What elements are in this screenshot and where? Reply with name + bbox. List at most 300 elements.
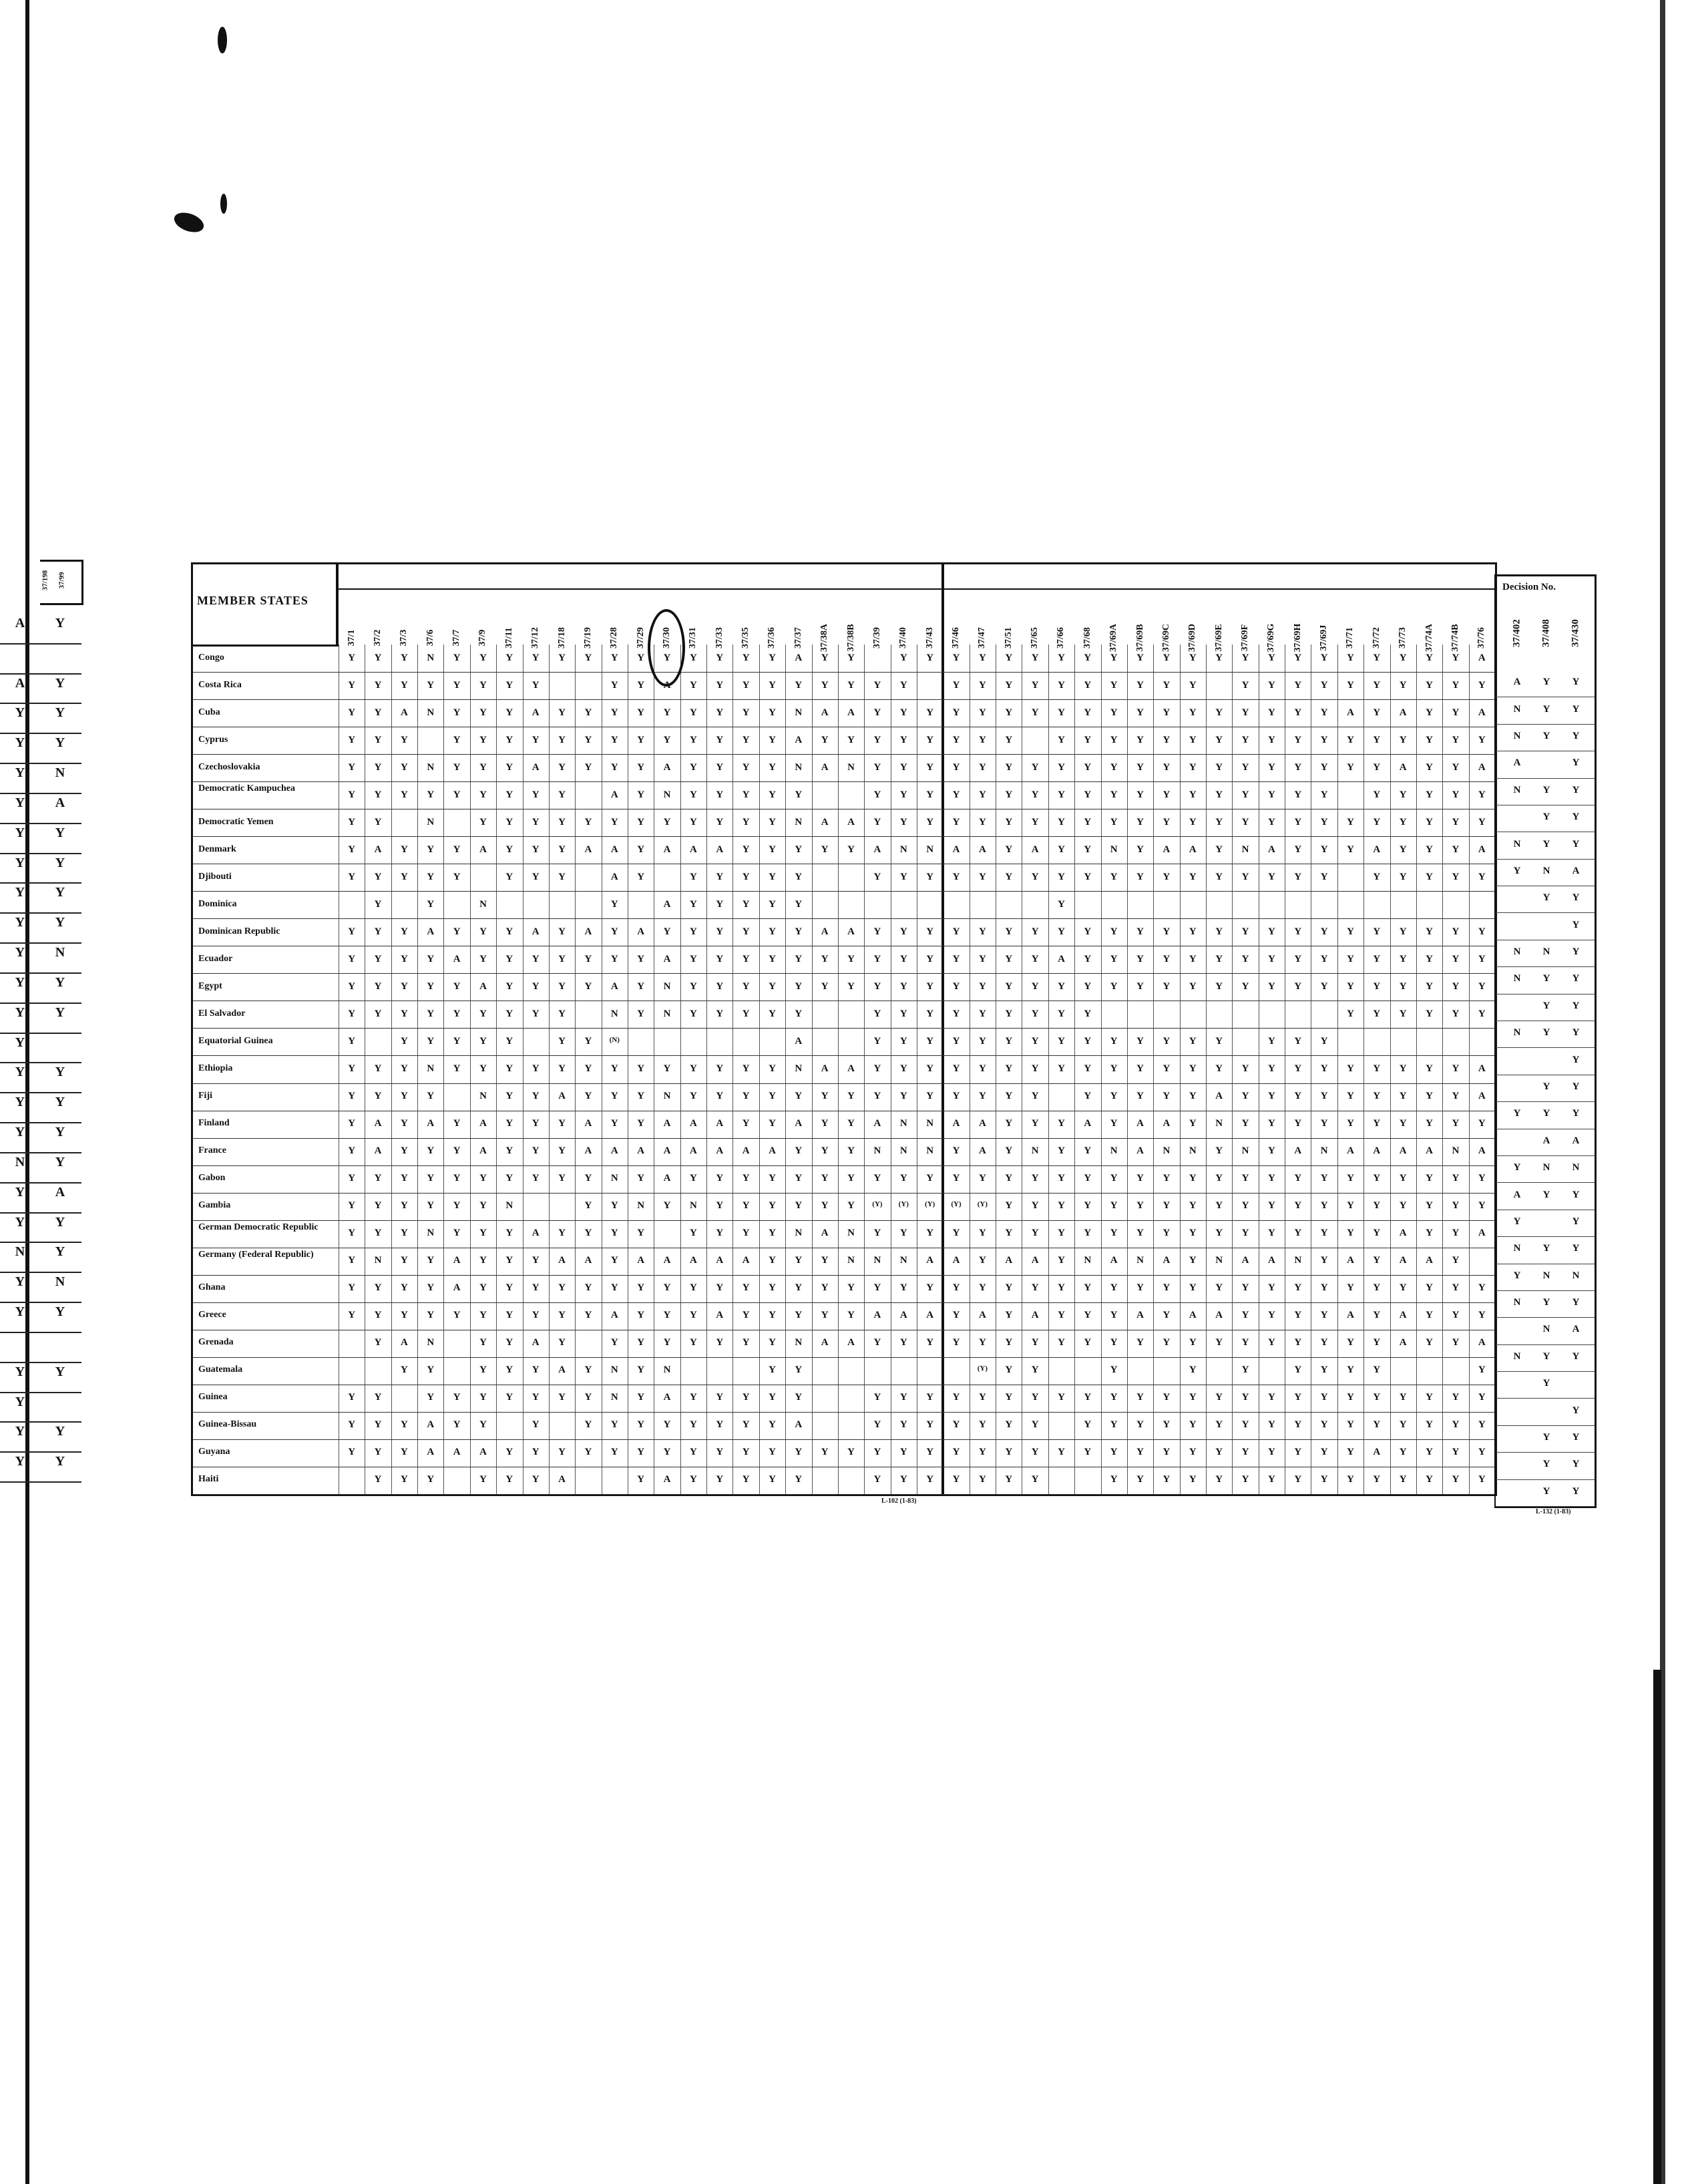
vote-cell: Y [1399,816,1407,828]
vote-cell: A [1478,844,1486,855]
vote-cell: Y [769,1447,776,1458]
decision-cell: Y [1542,1297,1550,1308]
vote-cell: Y [1215,1419,1223,1431]
vote-cell: Y [400,1255,408,1266]
vote-cell: Y [505,871,513,882]
left-strip-cell: Y [15,885,25,900]
vote-cell: A [1399,707,1407,718]
vote-cell: Y [1110,926,1118,937]
vote-cell: Y [1031,1419,1039,1431]
vote-cell: A [1478,1145,1486,1157]
decision-cell: A [1513,677,1521,688]
vote-cell: Y [663,926,671,937]
decision-cell: Y [1542,1081,1550,1092]
vote-cell: Y [1005,1419,1013,1431]
vote-cell: Y [1426,679,1433,691]
vote-cell: Y [558,926,566,937]
vote-cell: Y [769,898,776,910]
vote-cell: A [663,761,671,773]
vote-cell: Y [1005,926,1013,937]
vote-cell: Y [1005,734,1013,745]
vote-cell: N [1189,1145,1197,1157]
left-strip-row [0,1062,81,1093]
left-strip-cell: Y [15,915,25,930]
vote-cell: Y [1163,926,1171,937]
vote-cell: Y [1031,1447,1039,1458]
column-header [575,591,601,649]
vote-cell: (Y) [977,1200,988,1209]
vote-cell: Y [663,1447,671,1458]
column-header-label: 37/7 [451,629,462,647]
vote-cell: Y [978,926,986,937]
vote-cell: Y [742,1447,750,1458]
vote-cell: Y [505,1091,513,1102]
vote-cell: Y [532,1392,540,1403]
vote-cell: Y [1452,1474,1460,1485]
left-strip-cell: Y [55,735,65,751]
vote-cell: Y [821,1145,829,1157]
column-header [1259,591,1285,653]
vote-cell: Y [1452,980,1460,992]
vote-cell: Y [1241,1228,1249,1239]
decision-cell: A [1572,1324,1580,1335]
vote-cell: Y [978,1392,986,1403]
vote-cell: Y [610,1337,618,1348]
vote-cell: N [899,1145,907,1157]
vote-cell: Y [716,1200,724,1212]
vote-cell: Y [479,1200,487,1212]
vote-cell: Y [1189,1282,1197,1294]
vote-cell: Y [978,761,986,773]
vote-cell: Y [1373,652,1381,663]
vote-cell: Y [899,1091,907,1102]
vote-cell: A [1267,844,1275,855]
vote-cell: Y [1478,1474,1486,1485]
vote-cell: Y [1267,1447,1275,1458]
decision-cell: Y [1542,838,1550,850]
vote-cell: Y [795,1008,803,1019]
table-row [193,1193,1495,1221]
left-strip-row [0,1003,81,1034]
vote-cell: Y [742,1228,750,1239]
vote-cell: Y [926,734,934,745]
table-row [193,1083,1495,1111]
vote-cell: Y [689,734,697,745]
vote-cell: Y [1241,1118,1249,1129]
column-header-label: 37/18 [556,627,567,649]
vote-cell: Y [400,871,408,882]
vote-cell: Y [1163,761,1171,773]
vote-cell: A [873,1310,881,1321]
vote-cell: A [610,844,618,855]
vote-cell: Y [1110,1447,1118,1458]
vote-cell: Y [1373,816,1381,828]
vote-cell: Y [769,953,776,964]
vote-cell: Y [1320,679,1328,691]
vote-cell: Y [584,953,592,964]
left-strip-cell: Y [15,1065,25,1080]
column-header [1206,591,1232,652]
vote-cell: A [716,844,724,855]
member-state-name: Guyana [198,1447,230,1457]
table-row [193,727,1495,755]
vote-cell: A [610,1310,618,1321]
vote-cell: Y [427,1008,435,1019]
vote-cell: Y [558,761,566,773]
decision-cell: A [1572,865,1580,876]
vote-cell: Y [873,871,881,882]
vote-cell: Y [1478,1118,1486,1129]
vote-cell: Y [1294,980,1302,992]
vote-cell: Y [1399,953,1407,964]
vote-cell: Y [1320,1474,1328,1485]
vote-cell: Y [558,980,566,992]
column-header [970,591,996,649]
vote-cell: A [453,1255,461,1266]
table-row [193,973,1495,1001]
vote-cell: Y [1215,1447,1223,1458]
vote-cell: Y [637,1364,645,1376]
vote-cell: Y [532,1173,540,1184]
vote-cell: Y [374,1282,382,1294]
vote-cell: N [610,1392,618,1403]
vote-cell: Y [899,1474,907,1485]
vote-cell: Y [952,1310,960,1321]
vote-cell: Y [1136,761,1144,773]
vote-cell: Y [400,652,408,663]
vote-cell: Y [610,652,618,663]
vote-cell: Y [1478,789,1486,800]
vote-cell: Y [584,1173,592,1184]
vote-cell: Y [1241,871,1249,882]
vote-cell: Y [873,1282,881,1294]
vote-cell: Y [716,734,724,745]
vote-cell: Y [1189,789,1197,800]
vote-cell: Y [1347,1474,1354,1485]
vote-cell: Y [1163,980,1171,992]
vote-cell: A [532,1337,540,1348]
vote-cell: Y [1294,652,1302,663]
vote-cell: Y [1399,1091,1407,1102]
vote-cell: Y [1058,816,1065,828]
vote-cell: Y [400,1447,408,1458]
vote-cell: Y [1136,1419,1144,1431]
vote-cell: Y [1215,1282,1223,1294]
column-header-label: 37/66 [1056,627,1066,649]
vote-cell: Y [742,1310,750,1321]
vote-cell: Y [769,871,776,882]
vote-cell: Y [532,789,540,800]
left-strip-row [0,763,81,794]
vote-cell: A [663,1173,671,1184]
vote-cell: Y [1267,816,1275,828]
vote-cell: N [795,816,803,828]
vote-cell: Y [1426,953,1433,964]
vote-cell: Y [1426,789,1433,800]
vote-cell: Y [1478,1447,1486,1458]
vote-cell: Y [1426,980,1433,992]
vote-cell: Y [1163,1091,1171,1102]
vote-cell: Y [689,980,697,992]
vote-cell: Y [374,679,382,691]
vote-cell: A [558,1091,566,1102]
vote-cell: Y [1241,816,1249,828]
vote-cell: Y [952,707,960,718]
table-row [193,918,1495,946]
vote-cell: Y [1058,898,1065,910]
decision-cell: Y [1542,811,1550,823]
vote-cell: Y [505,1447,513,1458]
vote-cell: Y [584,707,592,718]
vote-cell: Y [505,1474,513,1485]
vote-cell: Y [453,652,461,663]
vote-cell: Y [453,1200,461,1212]
vote-cell: Y [873,1091,881,1102]
vote-cell: Y [1399,844,1407,855]
vote-cell: Y [637,707,645,718]
vote-cell: Y [374,1173,382,1184]
vote-cell: A [1347,707,1354,718]
vote-cell: Y [742,844,750,855]
vote-cell: Y [610,816,618,828]
scan-speck [218,27,227,53]
member-state-name: Ethiopia [198,1063,233,1073]
vote-cell: A [637,926,645,937]
vote-cell: Y [769,1337,776,1348]
left-strip-row [0,1362,81,1393]
vote-cell: Y [1426,1282,1433,1294]
vote-cell: Y [663,707,671,718]
vote-cell: Y [1294,1392,1302,1403]
vote-cell: Y [742,1091,750,1102]
vote-cell: Y [873,1419,881,1431]
vote-cell: Y [847,1310,855,1321]
vote-cell: Y [479,1474,487,1485]
vote-cell: Y [427,844,435,855]
vote-cell: Y [479,1282,487,1294]
vote-cell: Y [453,1035,461,1047]
vote-cell: Y [1215,1228,1223,1239]
vote-cell: Y [1294,1364,1302,1376]
vote-cell: Y [1110,953,1118,964]
vote-cell: Y [400,1228,408,1239]
vote-cell: A [1031,844,1039,855]
vote-cell: Y [1320,652,1328,663]
vote-cell: Y [1031,1200,1039,1212]
vote-cell: Y [1241,1392,1249,1403]
vote-cell: Y [637,1282,645,1294]
vote-cell: Y [1373,1200,1381,1212]
vote-cell: Y [1267,1035,1275,1047]
vote-cell: Y [1320,1091,1328,1102]
vote-cell: Y [637,1063,645,1074]
vote-cell: Y [1189,1035,1197,1047]
vote-cell: Y [1347,679,1354,691]
vote-cell: Y [1163,789,1171,800]
vote-cell: A [1399,1255,1407,1266]
vote-cell: Y [1373,1173,1381,1184]
left-strip-cell: Y [55,1214,65,1230]
decision-cell: A [1572,1135,1580,1146]
vote-cell: Y [1005,707,1013,718]
vote-cell: Y [1136,871,1144,882]
vote-cell: Y [427,789,435,800]
vote-cell: Y [1163,1035,1171,1047]
vote-cell: Y [637,1091,645,1102]
vote-cell: Y [505,707,513,718]
vote-cell: Y [558,1063,566,1074]
vote-cell: Y [899,816,907,828]
vote-cell: Y [1189,1228,1197,1239]
vote-cell: Y [1189,980,1197,992]
vote-cell: Y [348,1035,356,1047]
decision-cell: N [1542,865,1550,876]
vote-cell: Y [584,652,592,663]
vote-cell: Y [926,761,934,773]
left-strip-cell: N [55,1274,65,1290]
vote-cell: Y [689,1282,697,1294]
vote-cell: A [1215,1310,1223,1321]
vote-cell: Y [637,816,645,828]
vote-cell: Y [899,926,907,937]
decision-cell: N [1513,730,1521,741]
vote-cell: A [873,1118,881,1129]
vote-cell: Y [1031,1337,1039,1348]
decision-cell: A [1513,1189,1521,1200]
vote-cell: Y [1426,1118,1433,1129]
vote-cell: N [899,844,907,855]
decision-cell: Y [1542,1243,1550,1254]
vote-cell: Y [689,1063,697,1074]
vote-cell: Y [795,1447,803,1458]
vote-cell: Y [1267,871,1275,882]
left-strip-row [0,1092,81,1123]
column-header-label: 37/6 [425,629,435,647]
column-header-label: 37/11 [503,627,514,649]
column-header-label: 37/33 [714,627,724,649]
vote-cell: N [505,1200,513,1212]
vote-cell: Y [505,1310,513,1321]
vote-cell: A [1005,1255,1013,1266]
vote-cell: Y [1084,1419,1092,1431]
table-row [193,1412,1495,1440]
footer-code-center: L-102 (1-83) [881,1497,917,1505]
vote-cell: Y [584,980,592,992]
vote-cell: A [1241,1255,1249,1266]
vote-cell: Y [348,844,356,855]
vote-cell: Y [610,953,618,964]
vote-cell: A [1373,1145,1381,1157]
vote-cell: Y [1110,1392,1118,1403]
decision-row [1496,1452,1595,1479]
vote-cell: Y [742,1419,750,1431]
vote-cell: Y [716,871,724,882]
vote-cell: Y [899,1063,907,1074]
column-header-label: 37/68 [1082,627,1092,649]
vote-cell: Y [689,1447,697,1458]
vote-cell: Y [1347,1447,1354,1458]
vote-cell: Y [453,734,461,745]
vote-cell: Y [348,734,356,745]
vote-cell: Y [1005,1118,1013,1129]
vote-cell: Y [1058,1392,1065,1403]
vote-cell: Y [374,926,382,937]
vote-cell: Y [532,953,540,964]
vote-cell: Y [952,1282,960,1294]
left-strip-cell: Y [15,825,25,840]
vote-cell: Y [1189,871,1197,882]
vote-cell: A [1294,1145,1302,1157]
vote-cell: Y [1399,1447,1407,1458]
vote-cell: Y [1294,1091,1302,1102]
vote-cell: A [427,1419,435,1431]
vote-cell: Y [348,816,356,828]
vote-cell: A [584,1145,592,1157]
vote-cell: A [663,844,671,855]
vote-cell: Y [584,1310,592,1321]
column-header [602,591,628,649]
vote-cell: Y [1267,1392,1275,1403]
vote-cell: A [1347,1145,1354,1157]
vote-cell: Y [1241,734,1249,745]
vote-cell: A [532,761,540,773]
vote-cell: Y [400,1474,408,1485]
scan-speck [220,194,227,214]
vote-cell: Y [716,789,724,800]
vote-cell: Y [1110,816,1118,828]
vote-cell: Y [1215,980,1223,992]
vote-cell: Y [1189,679,1197,691]
vote-cell: Y [1241,789,1249,800]
vote-cell: Y [795,1173,803,1184]
vote-cell: Y [453,1145,461,1157]
vote-cell: Y [1136,652,1144,663]
vote-cell: A [637,1255,645,1266]
vote-cell: Y [1399,1392,1407,1403]
vote-cell: N [847,1255,855,1266]
vote-cell: N [795,707,803,718]
vote-cell: Y [873,953,881,964]
vote-cell: Y [1426,1447,1433,1458]
vote-cell: Y [1373,953,1381,964]
table-row [193,809,1495,837]
vote-cell: Y [1215,1173,1223,1184]
vote-cell: Y [926,1282,934,1294]
vote-cell: Y [348,1145,356,1157]
vote-cell: Y [663,734,671,745]
member-state-name: Cyprus [198,734,228,745]
page-right-edge-dark [1653,1670,1661,2184]
vote-cell: Y [1478,980,1486,992]
vote-cell: Y [1215,926,1223,937]
vote-cell: Y [899,1282,907,1294]
vote-cell: Y [1084,789,1092,800]
vote-cell: Y [716,1419,724,1431]
vote-cell: Y [637,1228,645,1239]
vote-cell: Y [400,1282,408,1294]
vote-cell: Y [899,707,907,718]
vote-cell: Y [453,926,461,937]
column-header-label: 37/73 [1398,627,1408,649]
table-row [193,891,1495,919]
vote-cell: A [821,1228,829,1239]
vote-cell: Y [1320,707,1328,718]
vote-cell: Y [1163,816,1171,828]
vote-cell: Y [1241,953,1249,964]
vote-cell: Y [873,1228,881,1239]
vote-cell: Y [1189,953,1197,964]
column-header-label: 37/40 [898,627,909,649]
